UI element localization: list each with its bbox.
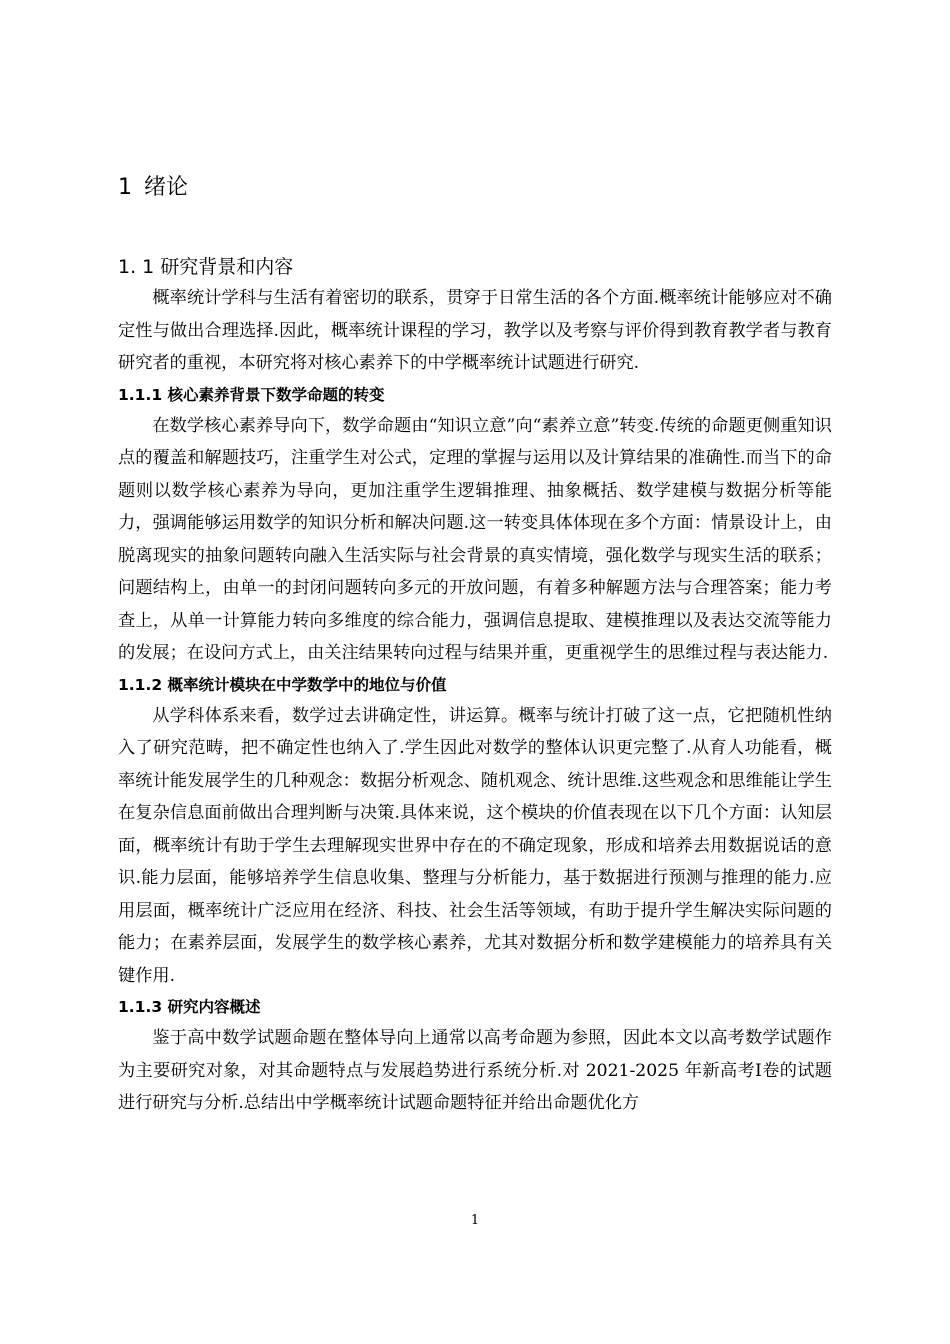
- chapter-number: 1: [118, 175, 132, 200]
- subsection-heading: 1.1.1 核心素养背景下数学命题的转变: [118, 385, 385, 404]
- body-paragraph: 鉴于高中数学试题命题在整体导向上通常以高考命题为参照，因此本文以高考数学试题作为主要研究对象，对其命题特点与发展趋势进行系统分析.对 2021-2025 年新高考Ⅰ卷的试题进行研究与分析.总结出中学概率统计试题命题特征并给出命题优化方: [118, 1028, 832, 1113]
- section-heading: 1. 1 研究背景和内容: [118, 256, 294, 278]
- subsection-heading: 1.1.3 研究内容概述: [118, 998, 261, 1016]
- body-paragraph: 在数学核心素养导向下，数学命题由“知识立意”向“素养立意”转变.传统的命题更侧重知识点的覆盖和解题技巧，注重学生对公式，定理的掌握与运用以及计算结果的准确性.而当下的命题则以数学核心素养为导向，更加注重学生逻辑推理、抽象概括、数学建模与数据分析等能力，强调能够运用数学的知识分析和解决问题.这一转变具体体现在多个方面：情景设计上，由脱离现实的抽象问题转向融入生活实际与社会背景的真实情境，强化数学与现实生活的联系；问题结构上，由单一的封闭问题转向多元的开放问题，有着多种解题方法与合理答案；能力考查上，从单一计算能力转向多维度的综合能力，强调信息提取、建模推理以及表达交流等能力的发展；在设问方式上，由关注结果转向过程与结果并重，更重视学生的思维过程与表达能力.: [118, 415, 832, 663]
- page-number: 1: [470, 1213, 480, 1228]
- body-content: [118, 252, 832, 1120]
- body-paragraph: 从学科体系来看，数学过去讲确定性，讲运算。概率与统计打破了这一点，它把随机性纳入了研究范畴，把不确定性也纳入了.学生因此对数学的整体认识更完整了.从育人功能看，概率统计能发展学生的几种观念：数据分析观念、随机观念、统计思维.这些观念和思维能让学生在复杂信息面前做出合理判断与决策.具体来说，这个模块的价值表现在以下几个方面：认知层面，概率统计有助于学生去理解现实世界中存在的不确定现象，形成和培养去用数据说话的意识.能力层面，能够培养学生信息收集、整理与分析能力，基于数据进行预测与推理的能力.应用层面，概率统计广泛应用在经济、科技、社会生活等领域，有助于提升学生解决实际问题的能力；在素养层面，发展学生的数学核心素养，尤其对数据分析和数学建模能力的培养具有关键作用.: [118, 705, 832, 986]
- chapter-title: [118, 172, 188, 204]
- chapter-title-text: 绪论: [144, 175, 189, 200]
- body-paragraph: 概率统计学科与生活有着密切的联系，贯穿于日常生活的各个方面.概率统计能够应对不确定性与做出合理选择.因此，概率统计课程的学习，教学以及考察与评价得到教育教学者与教育研究者的重视，本研究将对核心素养下的中学概率统计试题进行研究.: [118, 288, 832, 373]
- subsection-heading: 1.1.2 概率统计模块在中学数学中的地位与价值: [118, 675, 447, 694]
